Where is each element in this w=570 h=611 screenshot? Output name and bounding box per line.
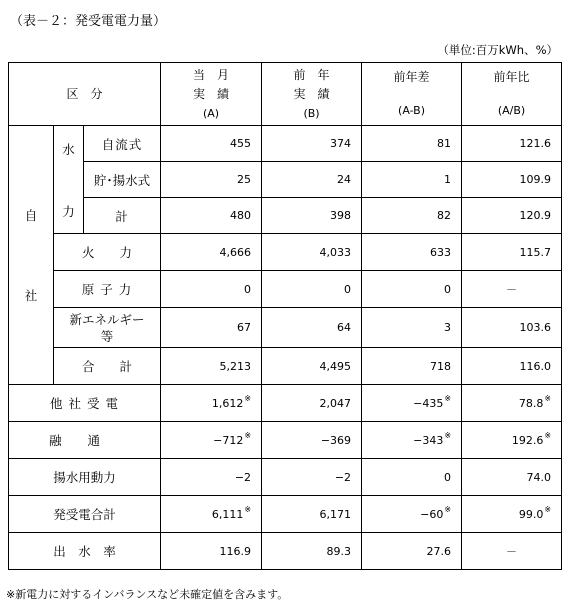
table-row: [9, 198, 562, 234]
table-row: [9, 385, 562, 422]
row-label-jisha-kei: [54, 348, 161, 385]
cell-diff: [362, 422, 462, 459]
unconfirmed-mark: ※: [244, 393, 252, 403]
cell-diff: 27.6: [362, 533, 462, 570]
header-col2-line1: 前 年: [293, 67, 330, 82]
header-col3-line1: 前年差: [393, 70, 430, 84]
header-col1-line2: 実 績: [193, 86, 230, 101]
table-row: [9, 496, 562, 533]
table-row: [9, 348, 562, 385]
header-col1-line1: 当 月: [193, 67, 230, 82]
row-label-karyoku-1: 火: [82, 245, 95, 260]
cell-b: 4,495: [262, 348, 362, 385]
header-col4-sub: (A/B): [497, 104, 526, 117]
cell-a: 480: [161, 198, 262, 234]
cell-ratio-value: 192.6: [511, 433, 544, 447]
unit-label: （単位:百万kWh、%）: [437, 43, 558, 57]
unconfirmed-mark: ※: [544, 430, 552, 440]
power-generation-table: [8, 62, 562, 570]
cell-diff-value: −60: [420, 507, 444, 521]
header-col3-sub: (A-B): [398, 104, 426, 117]
cell-ratio: 109.9: [462, 162, 562, 198]
cell-b: 4,033: [262, 234, 362, 271]
table-row: [9, 533, 562, 570]
cell-diff: 0: [362, 459, 462, 496]
footnote: ※新電力に対するインバランスなど未確定値を含みます。: [6, 588, 289, 601]
cell-b: 0: [262, 271, 362, 308]
header-current-month: [161, 63, 262, 126]
cell-a: −2: [161, 459, 262, 496]
cell-a: 67: [161, 308, 262, 348]
cell-a-value: −712: [213, 433, 244, 447]
cell-ratio: [462, 385, 562, 422]
header-difference: [362, 63, 462, 126]
cell-ratio: 120.9: [462, 198, 562, 234]
cell-ratio: [462, 422, 562, 459]
row-label-jisha-kei-1: 合: [82, 359, 95, 374]
cell-b: 89.3: [262, 533, 362, 570]
cell-b: 6,171: [262, 496, 362, 533]
group-jisha-char1: 自: [24, 208, 38, 223]
row-label-tasha-juden: 他 社 受 電: [9, 385, 161, 422]
cell-diff: [362, 496, 462, 533]
cell-ratio: －: [462, 271, 562, 308]
cell-diff: 0: [362, 271, 462, 308]
unconfirmed-mark: ※: [244, 504, 252, 514]
cell-diff: 82: [362, 198, 462, 234]
cell-a: 116.9: [161, 533, 262, 570]
header-previous-year: [262, 63, 362, 126]
row-label-jisha-kei-2: 計: [119, 359, 133, 374]
cell-ratio: －: [462, 533, 562, 570]
row-label-hatsujuden-kei: 発受電合計: [9, 496, 161, 533]
row-label-karyoku-2: 力: [119, 245, 133, 260]
cell-diff: 3: [362, 308, 462, 348]
header-col1-sub: (A): [202, 106, 220, 120]
unconfirmed-mark: ※: [444, 430, 452, 440]
group-jisha: [9, 126, 54, 385]
cell-ratio-value: 78.8: [518, 396, 544, 410]
cell-a: [161, 422, 262, 459]
unconfirmed-mark: ※: [544, 504, 552, 514]
header-col2-sub: (B): [303, 106, 320, 120]
row-label-choyosui: 貯･揚水式: [84, 162, 161, 198]
header-col2-line2: 実 績: [293, 86, 330, 101]
cell-b: 24: [262, 162, 362, 198]
cell-b: −369: [262, 422, 362, 459]
header-col4-line1: 前年比: [493, 70, 530, 84]
row-label-yosui-doryoku: 揚水用動力: [9, 459, 161, 496]
cell-a-value: 6,111: [211, 507, 244, 521]
unconfirmed-mark: ※: [444, 504, 452, 514]
cell-ratio: 116.0: [462, 348, 562, 385]
cell-diff: 81: [362, 126, 462, 162]
row-label-shin-energy-2: 等: [100, 328, 114, 344]
cell-b: 2,047: [262, 385, 362, 422]
group-sui-char2: 力: [62, 203, 75, 219]
unconfirmed-mark: ※: [244, 430, 252, 440]
table-row: [9, 308, 562, 348]
cell-a: 0: [161, 271, 262, 308]
table-row: [9, 234, 562, 271]
cell-a-value: 1,612: [211, 396, 244, 410]
row-label-yuzu: [9, 422, 161, 459]
group-suiryoku: [54, 126, 84, 234]
cell-b: 64: [262, 308, 362, 348]
cell-diff: 1: [362, 162, 462, 198]
cell-b: 374: [262, 126, 362, 162]
cell-diff-value: −343: [413, 433, 444, 447]
row-label-yuzu-2: 通: [87, 433, 101, 448]
unconfirmed-mark: ※: [544, 393, 552, 403]
cell-a: [161, 385, 262, 422]
cell-diff-value: −435: [413, 396, 444, 410]
table-row: [9, 271, 562, 308]
header-row: [9, 63, 562, 126]
row-label-jiryushiki: 自流式: [84, 126, 161, 162]
group-jisha-char2: 社: [24, 288, 38, 303]
cell-a: 5,213: [161, 348, 262, 385]
row-label-karyoku: [54, 234, 161, 271]
cell-a: 4,666: [161, 234, 262, 271]
header-ratio: [462, 63, 562, 126]
cell-ratio: 115.7: [462, 234, 562, 271]
cell-b: −2: [262, 459, 362, 496]
cell-ratio-value: 99.0: [518, 507, 544, 521]
cell-diff: 633: [362, 234, 462, 271]
header-category-label: 区 分: [66, 86, 103, 101]
header-category: [9, 63, 161, 126]
row-label-shin-energy-1: 新エネルギー: [69, 311, 145, 327]
table-row: [9, 126, 562, 162]
group-sui-char1: 水: [62, 141, 75, 157]
table-row: [9, 459, 562, 496]
unconfirmed-mark: ※: [444, 393, 452, 403]
table-row: [9, 162, 562, 198]
cell-ratio: 121.6: [462, 126, 562, 162]
cell-a: 455: [161, 126, 262, 162]
row-label-yuzu-1: 融: [49, 433, 62, 448]
cell-ratio: [462, 496, 562, 533]
cell-b: 398: [262, 198, 362, 234]
cell-a: [161, 496, 262, 533]
cell-ratio: 103.6: [462, 308, 562, 348]
row-label-genshiryoku: 原 子 力: [54, 271, 161, 308]
cell-a: 25: [161, 162, 262, 198]
cell-diff: 718: [362, 348, 462, 385]
table-row: [9, 422, 562, 459]
row-label-shin-energy: [54, 308, 161, 348]
row-label-shussui-ritsu: 出 水 率: [9, 533, 161, 570]
row-label-suiryoku-kei: 計: [84, 198, 161, 234]
table-title: （表－２：発受電電力量）: [10, 14, 167, 29]
cell-ratio: 74.0: [462, 459, 562, 496]
cell-diff: [362, 385, 462, 422]
